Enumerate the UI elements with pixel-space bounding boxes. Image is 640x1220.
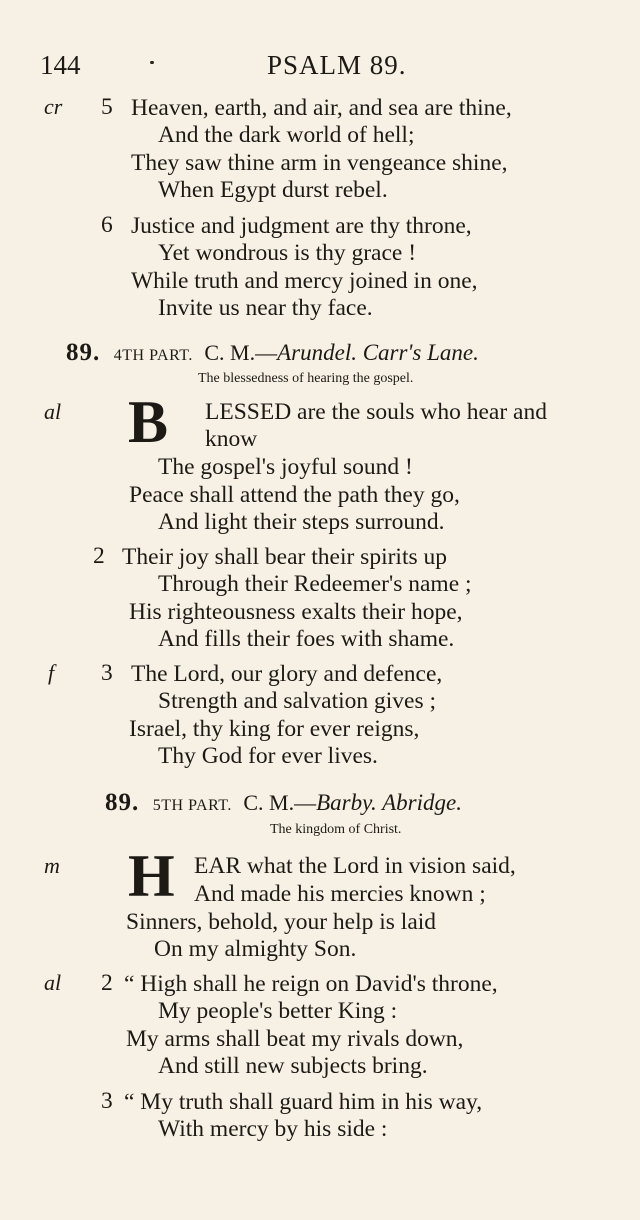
- dynamic-mark: al: [44, 970, 62, 995]
- stanza-number: 3: [101, 660, 113, 686]
- stanza-number: 6: [101, 212, 113, 238]
- verse-line: EAR what the Lord in vision said,: [194, 853, 516, 879]
- verse-line: They saw thine arm in vengeance shine,: [131, 150, 508, 176]
- verse-line: Yet wondrous is thy grace !: [158, 240, 417, 266]
- verse-line: When Egypt durst rebel.: [158, 177, 388, 203]
- stanza-number: 2: [101, 970, 113, 996]
- verse-line: Heaven, earth, and air, and sea are thine,: [131, 95, 512, 121]
- part-label: 4TH PART.: [113, 347, 193, 364]
- meter-label: C. M.—: [243, 790, 317, 815]
- verse-line: And still new subjects bring.: [158, 1053, 428, 1079]
- meter-label: C. M.—: [204, 340, 278, 365]
- verse-line: On my almighty Son.: [154, 936, 357, 962]
- stanza-number: 5: [101, 94, 113, 120]
- verse-line: Through their Redeemer's name ;: [158, 571, 472, 597]
- verse-line: My people's better King :: [158, 998, 398, 1024]
- verse-line: Israel, thy king for ever reigns,: [129, 716, 420, 742]
- verse-line: “ High shall he reign on David's throne,: [124, 971, 498, 997]
- hymn-heading: [66, 339, 479, 367]
- verse-line: His righteousness exalts their hope,: [129, 599, 463, 625]
- verse-line: The gospel's joyful sound !: [158, 454, 413, 480]
- hymn-heading: [105, 789, 462, 817]
- verse-line: And fills their foes with shame.: [158, 626, 455, 652]
- hymn-number: 89.: [66, 339, 101, 366]
- verse-line: And the dark world of hell;: [158, 122, 415, 148]
- verse-line: And light their steps surround.: [158, 509, 445, 535]
- dynamic-mark: al: [44, 399, 62, 424]
- stanza-number: 2: [93, 543, 105, 569]
- part-label: 5TH PART.: [152, 797, 232, 814]
- verse-line: Sinners, behold, your help is laid: [126, 909, 437, 935]
- dynamic-mark: cr: [44, 94, 63, 119]
- verse-line: Strength and salvation gives ;: [158, 688, 437, 714]
- verse-line: My arms shall beat my rivals down,: [126, 1026, 464, 1052]
- hymn-subtitle: The blessedness of hearing the gospel.: [198, 371, 414, 386]
- ink-speck: [150, 61, 154, 64]
- tune-names: Arundel. Carr's Lane.: [277, 340, 479, 365]
- page-number: 144: [40, 50, 81, 80]
- verse-line: “ My truth shall guard him in his way,: [124, 1089, 483, 1115]
- dynamic-mark: m: [44, 853, 60, 878]
- verse-line: Justice and judgment are thy throne,: [131, 213, 472, 239]
- verse-line: Peace shall attend the path they go,: [129, 482, 460, 508]
- verse-line: Thy God for ever lives.: [158, 743, 378, 769]
- page-title: PSALM 89.: [267, 50, 407, 80]
- verse-line: Invite us near thy face.: [158, 295, 373, 321]
- verse-line: The Lord, our glory and defence,: [131, 661, 443, 687]
- hymn-number: 89.: [105, 789, 140, 816]
- verse-line: know: [205, 426, 258, 452]
- dynamic-mark: f: [48, 660, 55, 685]
- drop-cap: B: [128, 389, 169, 455]
- verse-line: Their joy shall bear their spirits up: [122, 544, 448, 570]
- drop-cap: H: [128, 843, 175, 909]
- verse-line: And made his mercies known ;: [194, 881, 486, 907]
- hymn-subtitle: The kingdom of Christ.: [270, 822, 402, 837]
- verse-line: LESSED are the souls who hear and: [205, 399, 547, 425]
- tune-names: Barby. Abridge.: [316, 790, 462, 815]
- verse-line: While truth and mercy joined in one,: [131, 268, 478, 294]
- verse-line: With mercy by his side :: [158, 1116, 388, 1142]
- stanza-number: 3: [101, 1088, 113, 1114]
